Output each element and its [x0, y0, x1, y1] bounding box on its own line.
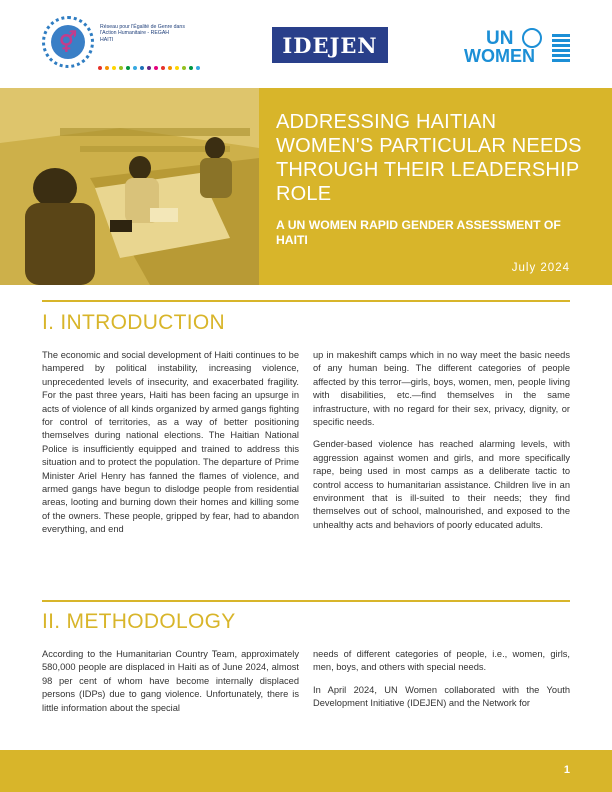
cover-photo	[0, 88, 259, 285]
section-divider	[42, 300, 570, 302]
regah-dot	[168, 66, 172, 70]
un-women-logo-women: WOMEN	[464, 46, 535, 66]
paragraph: The economic and social development of Haiti continues to be hampered by political instability, increasing violence, unprecedented levels of insecurity, and exacerbated fragility. For the past three years, Haiti has been facing an upsurge in acts of violence of all kinds organized by armed gangs fighting for control of territories, as a way of better positioning themselves during national elections. The Haitian National Police is insufficiently equipped and trained to address this situation and to protect the population. The departure of Prime Minister Ariel Henry has fanned the flames of violence, and armed gangs have begun to dislodge people from residential areas, looting and burning down their homes and killing some of the owners. These people, gripped by fear, had to abandon everything, and end	[42, 350, 299, 535]
regah-dot	[140, 66, 144, 70]
regah-dot	[196, 66, 200, 70]
section-divider	[42, 600, 570, 602]
regah-dot	[189, 66, 193, 70]
regah-dot	[105, 66, 109, 70]
introduction-right-column	[313, 349, 570, 541]
regah-dot	[98, 66, 102, 70]
paragraph: In April 2024, UN Women collaborated with the Youth Development Initiative (IDEJEN) and the Network for	[313, 684, 570, 709]
regah-dot	[147, 66, 151, 70]
header-logo-bar	[0, 0, 612, 88]
methodology-right-column	[313, 648, 570, 720]
cover-title-panel	[259, 88, 612, 285]
regah-logo	[38, 14, 218, 76]
regah-dot	[119, 66, 123, 70]
regah-dot	[133, 66, 137, 70]
regah-dot	[182, 66, 186, 70]
un-women-wheat-icon	[552, 34, 570, 64]
page-number: 1	[563, 764, 570, 776]
regah-dot	[112, 66, 116, 70]
methodology-left-column	[42, 648, 299, 724]
paragraph: According to the Humanitarian Country Team, approximately 580,000 people are displaced in Haiti as of June 2024, almost 98 per cent of whom have become internally displaced persons (IDPs) due to gang violence. Unfortunately, there is little information about the special	[42, 649, 299, 713]
idejen-logo-text: IDEJEN	[282, 32, 378, 58]
un-women-logo-un: UN	[486, 28, 514, 49]
paragraph: up in makeshift camps which in no way meet the basic needs of any human being. The different categories of people affected by this terror—girls, boys, women, men, people living with disabilities, etc.—find themselves in the same infrastructure, with no regard for their sex, privacy, dignity, or specific needs.	[313, 350, 570, 428]
regah-color-dots	[98, 66, 200, 70]
cover-hero	[0, 88, 612, 285]
report-subtitle: A UN WOMEN RAPID GENDER ASSESSMENT OF HAITI	[276, 218, 561, 247]
report-date: July 2024	[511, 262, 570, 274]
paragraph: needs of different categories of people, i.e., women, girls, men, boys, and others with special needs.	[313, 649, 570, 673]
regah-emblem-icon: ⚥	[42, 16, 94, 68]
cover-photo-illustration	[0, 88, 259, 285]
idejen-logo	[272, 27, 388, 63]
methodology-heading: II. METHODOLOGY	[42, 610, 236, 633]
regah-dot	[154, 66, 158, 70]
un-women-logo	[464, 28, 576, 68]
introduction-left-column	[42, 349, 299, 546]
paragraph: Gender-based violence has reached alarming levels, with aggression against women and girls, and more specifically rape, being used in most camps as a deliberate tactic to control access to humanitarian assistance. Children live in an environment that is ill-suited to their needs; they find themselves out of school, malnourished, and exposed to the unhealthy acts and behaviors of poorly educated adults.	[313, 439, 570, 530]
page-footer	[0, 750, 612, 792]
introduction-heading: I. INTRODUCTION	[42, 311, 225, 334]
un-emblem-icon	[522, 28, 542, 48]
report-title: ADDRESSING HAITIAN WOMEN'S PARTICULAR NEEDS THROUGH THEIR LEADERSHIP ROLE	[276, 111, 582, 205]
regah-dot	[126, 66, 130, 70]
regah-name: Réseau pour l'Égalité de Genre dans l'Action Humanitaire - REGAH HAITI	[100, 24, 185, 43]
regah-dot	[161, 66, 165, 70]
regah-dot	[175, 66, 179, 70]
